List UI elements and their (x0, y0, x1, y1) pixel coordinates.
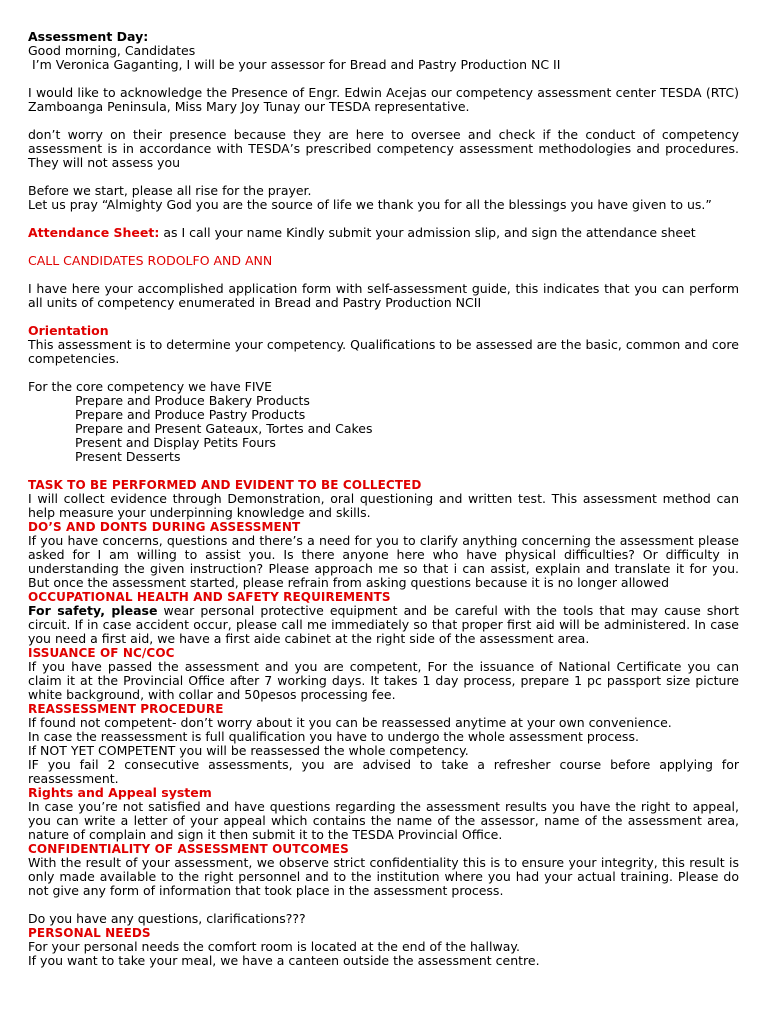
call-candidates-line: CALL CANDIDATES RODOLFO AND ANN (28, 253, 273, 268)
document-page (28, 29, 743, 968)
dos-heading: DO’S AND DONTS DURING ASSESSMENT (28, 520, 301, 534)
reassessment-line-2: In case the reassessment is full qualification you have to undergo the whole assessment process. (28, 729, 639, 744)
reassessment-heading: REASSESSMENT PROCEDURE (28, 702, 224, 716)
core-competency-intro: For the core competency we have FIVE (28, 379, 272, 394)
prayer-line-2: Let us pray “Almighty God you are the source of life we thank you for all the blessings you have given to us.” (28, 197, 712, 212)
dos-text: If you have concerns, questions and there’s a need for you to clarify anything concerning the assessment please asked for I am willing to assist you. Is there anyone here who have physical difficulties? Or difficulty in understanding the given instruction? Please approach me so that i can assist, explain and translate it for you. But once the assessment started, please refrain from asking questions because it is no longer allowed (28, 533, 739, 590)
task-heading: TASK TO BE PERFORMED AND EVIDENT TO BE COLLECTED (28, 478, 422, 492)
reassessment-line-3: If NOT YET COMPETENT you will be reassessed the whole competency. (28, 743, 469, 758)
issuance-heading: ISSUANCE OF NC/COC (28, 646, 175, 660)
greeting: Good morning, Candidates (28, 43, 196, 58)
ohs-lead: For safety, please (28, 603, 158, 618)
prayer-line-1: Before we start, please all rise for the prayer. (28, 183, 312, 198)
application-paragraph: I have here your accomplished application form with self-assessment guide, this indicates that you can perform all units of competency enumerated in Bread and Pastry Production NCII (28, 281, 739, 310)
attendance-paragraph (28, 226, 739, 240)
task-text: I will collect evidence through Demonstration, oral questioning and written test. This assessment method can help measure your underpinning knowledge and skills. (28, 491, 739, 520)
personal-needs-heading: PERSONAL NEEDS (28, 926, 151, 940)
assessor-intro: I’m Veronica Gaganting, I will be your assessor for Bread and Pastry Production NC II (28, 57, 561, 72)
ohs-body: wear personal protective equipment and be careful with the tools that may cause short circuit. If in case accident occur, please call me immediately so that proper first aid will be administered. In case you need a first aid, we have a first aide cabinet at the right side of the assessment area. (28, 603, 743, 646)
ohs-heading: OCCUPATIONAL HEALTH AND SAFETY REQUIREMENTS (28, 590, 391, 604)
rights-text: In case you’re not satisfied and have questions regarding the assessment results you have the right to appeal, you can write a letter of your appeal which contains the name of the assessor, name of the assessment area, nature of complain and sign it then submit it to the TESDA Provincial Office. (28, 799, 739, 842)
attendance-label: Attendance Sheet: (28, 225, 160, 240)
reassessment-line-1: If found not competent- don’t worry about it you can be reassessed anytime at your own convenience. (28, 715, 672, 730)
core-item: Present Desserts (75, 449, 181, 464)
document-title: Assessment Day: (28, 29, 149, 44)
acknowledgement-paragraph: I would like to acknowledge the Presence of Engr. Edwin Acejas our competency assessment center TESDA (RTC) Zamboanga Peninsula, Miss Mary Joy Tunay our TESDA representative. (28, 85, 739, 114)
issuance-text: If you have passed the assessment and you are competent, For the issuance of National Certificate you can claim it at the Provincial Office after 7 working days. It takes 1 day process, prepare 1 pc passport size picture white background, with collar and 50pesos processing fee. (28, 659, 739, 702)
reassessment-line-4: IF you fail 2 consecutive assessments, you are advised to take a refresher course before applying for reassessment. (28, 757, 739, 786)
core-item: Present and Display Petits Fours (75, 435, 276, 450)
rights-heading: Rights and Appeal system (28, 785, 212, 800)
orientation-heading: Orientation (28, 323, 109, 338)
ohs-text (28, 603, 743, 646)
presence-paragraph: don’t worry on their presence because they are here to oversee and check if the conduct of competency assessment is in accordance with TESDA’s prescribed competency assessment methodologies and procedures. They will not assess you (28, 127, 739, 170)
confidentiality-text: With the result of your assessment, we observe strict confidentiality this is to ensure your integrity, this result is only made available to the right personnel and to the institution where you had your actual training. Please do not give any form of information that took place in the assessment process. (28, 855, 739, 898)
attendance-text: as I call your name Kindly submit your admission slip, and sign the attendance sheet (159, 225, 696, 240)
core-item: Prepare and Present Gateaux, Tortes and Cakes (75, 421, 373, 436)
personal-needs-line-2: If you want to take your meal, we have a canteen outside the assessment centre. (28, 953, 540, 968)
core-item: Prepare and Produce Bakery Products (75, 393, 310, 408)
core-item: Prepare and Produce Pastry Products (75, 407, 306, 422)
orientation-text: This assessment is to determine your competency. Qualifications to be assessed are the basic, common and core competencies. (28, 337, 739, 366)
confidentiality-heading: CONFIDENTIALITY OF ASSESSMENT OUTCOMES (28, 842, 349, 856)
personal-needs-line-1: For your personal needs the comfort room is located at the end of the hallway. (28, 939, 520, 954)
questions-line: Do you have any questions, clarifications??? (28, 911, 306, 926)
